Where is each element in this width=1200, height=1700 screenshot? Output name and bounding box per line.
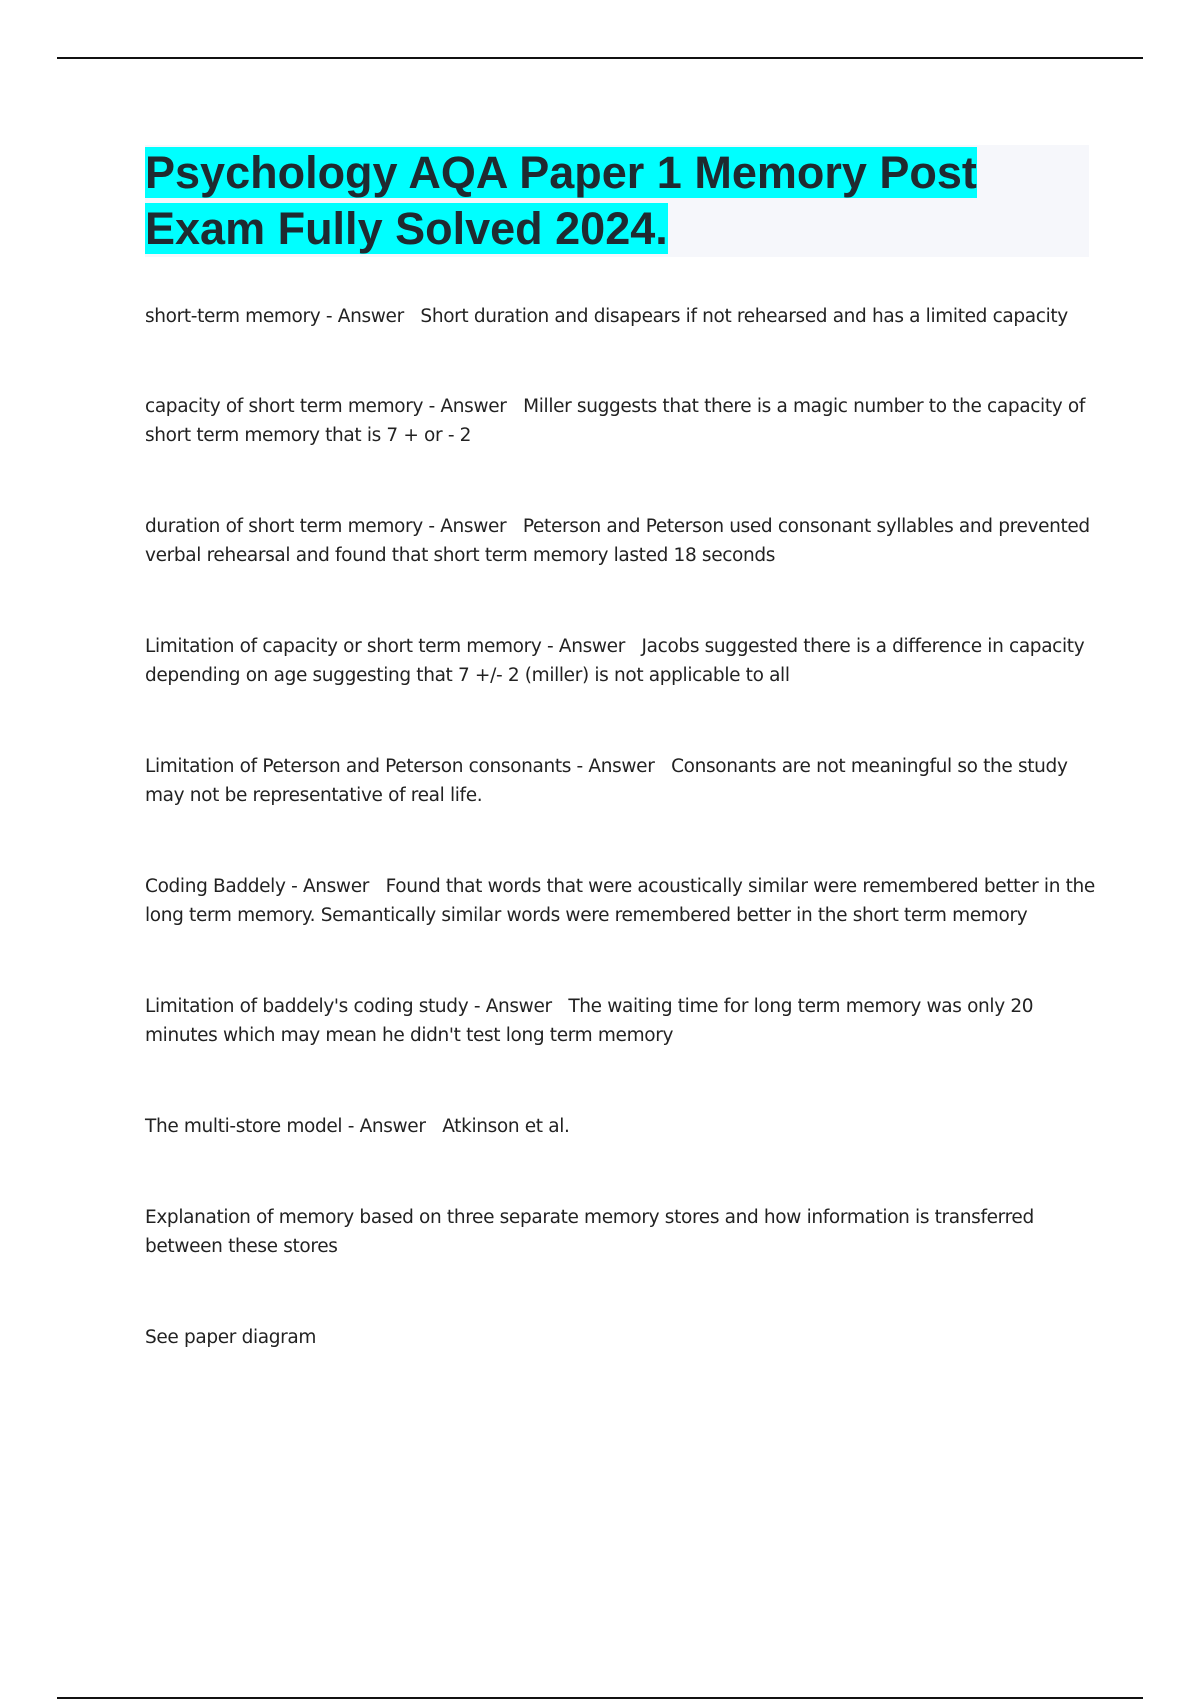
qa-entry: Limitation of baddely's coding study - Answer The waiting time for long term memory was only 20 minutes which may mean he didn't test long term memory — [145, 996, 1034, 1046]
qa-entry: Coding Baddely - Answer Found that words that were acoustically similar were remembered better in the long term memory. Semantically similar words were remembered better in the short term memory — [145, 876, 1095, 926]
answer-label: Answer — [485, 996, 552, 1017]
answer-label: Answer — [337, 306, 404, 327]
qa-entry: The multi-store model - Answer Atkinson et al. — [145, 1116, 570, 1137]
answer-label: Answer — [588, 756, 655, 777]
qa-entry: duration of short term memory - Answer Peterson and Peterson used consonant syllables and prevented verbal rehearsal and found that short term memory lasted 18 seconds — [145, 516, 1090, 566]
qa-entry: Limitation of Peterson and Peterson consonants - Answer Consonants are not meaningful so the study may not be representative of real life. — [145, 756, 1068, 806]
entry-answer: Short duration and disapears if not rehearsed and has a limited capacity — [420, 306, 1068, 327]
entry-answer: Consonants are not meaningful so the study may not be representative of real life. — [145, 756, 1068, 806]
qa-entry: Limitation of capacity or short term memory - Answer Jacobs suggested there is a difference in capacity depending on age suggesting that 7 +/- 2 (miller) is not applicable to all — [145, 636, 1085, 686]
entry-term: short-term memory — [145, 306, 321, 327]
document-title: Psychology AQA Paper 1 Memory Post Exam Fully Solved 2024. — [145, 147, 977, 254]
answer-label: Answer — [558, 636, 625, 657]
answer-label: Answer — [302, 876, 369, 897]
body-paragraph: Explanation of memory based on three separate memory stores and how information is transferred between these stores — [145, 1207, 1034, 1257]
answer-label: Answer — [440, 396, 507, 417]
bottom-rule — [57, 1697, 1143, 1699]
entry-term: Limitation of baddely's coding study — [145, 996, 469, 1017]
title-block — [145, 145, 1089, 257]
qa-entry: short-term memory - Answer Short duration and disapears if not rehearsed and has a limited capacity — [145, 306, 1068, 327]
qa-entry: capacity of short term memory - Answer Miller suggests that there is a magic number to the capacity of short term memory that is 7 + or - 2 — [145, 396, 1085, 446]
entry-answer: Peterson and Peterson used consonant syllables and prevented verbal rehearsal and found that short term memory lasted 18 seconds — [145, 516, 1090, 566]
entry-term: Limitation of capacity or short term memory — [145, 636, 542, 657]
entry-answer: Found that words that were acoustically similar were remembered better in the long term memory. Semantically similar words were remembered better in the short term memory — [145, 876, 1095, 926]
entry-term: duration of short term memory — [145, 516, 423, 537]
answer-label: Answer — [440, 516, 507, 537]
entry-answer: Jacobs suggested there is a difference in capacity depending on age suggesting that 7 +/- 2 (miller) is not applicable to all — [145, 636, 1085, 686]
entry-term: capacity of short term memory — [145, 396, 424, 417]
entry-term: The multi-store model — [145, 1116, 343, 1137]
entry-term: Coding Baddely — [145, 876, 286, 897]
entry-answer: Atkinson et al. — [442, 1116, 570, 1137]
body-paragraph: See paper diagram — [145, 1327, 317, 1348]
entry-answer: The waiting time for long term memory was only 20 minutes which may mean he didn't test long term memory — [145, 996, 1034, 1046]
top-rule — [57, 57, 1143, 59]
answer-label: Answer — [359, 1116, 426, 1137]
entry-answer: Miller suggests that there is a magic number to the capacity of short term memory that is 7 + or - 2 — [145, 396, 1085, 446]
entry-term: Limitation of Peterson and Peterson consonants — [145, 756, 572, 777]
